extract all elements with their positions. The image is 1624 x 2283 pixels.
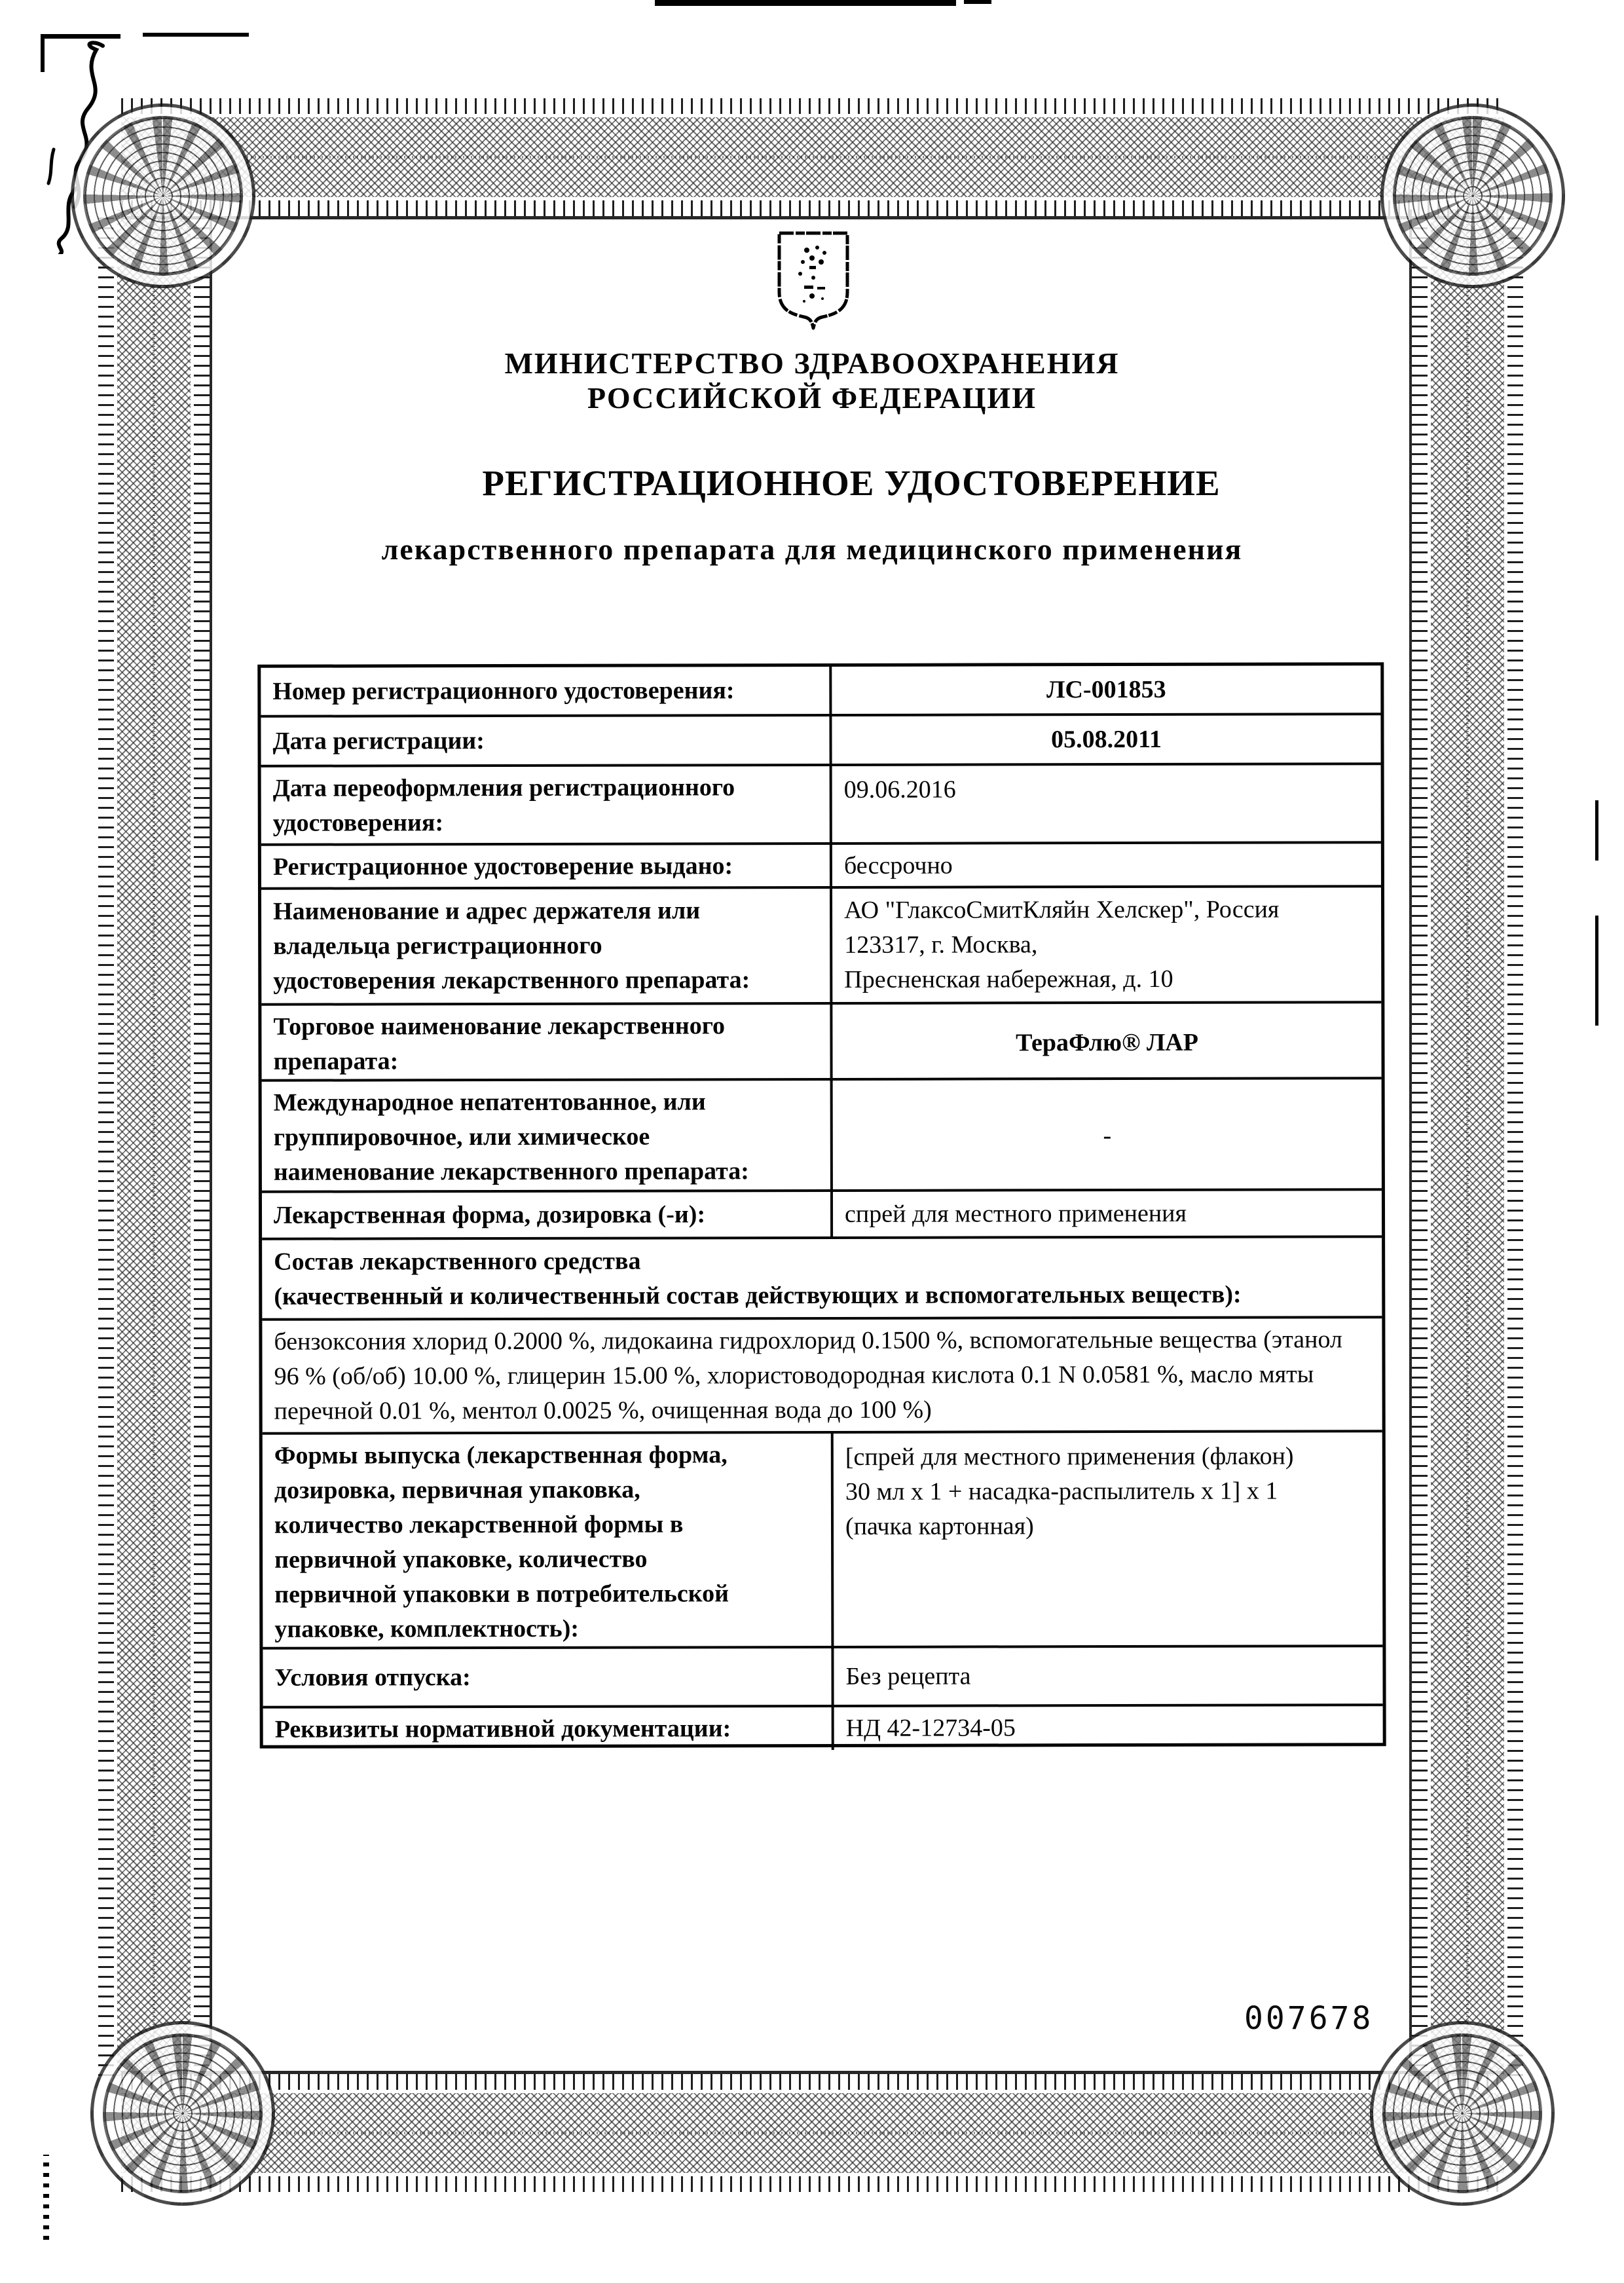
- field-value: -: [1103, 1122, 1112, 1150]
- serial-number: 007678: [1244, 2000, 1374, 2037]
- coat-of-arms-icon: [770, 228, 857, 334]
- table-row-registration-date: [261, 713, 1380, 765]
- table-row-dosage-form: [262, 1188, 1382, 1238]
- field-value: [спрей для местного применения (флакон) 30 мл х 1 + насадка-распылитель х 1] х 1 (пачка картонная): [845, 1442, 1294, 1540]
- document-subtitle: лекарственного препарата для медицинского применения: [381, 532, 1243, 566]
- border-corner-rosette-top-left: [71, 103, 255, 288]
- scan-artifact-corner-line-2: [143, 33, 249, 37]
- field-value: спрей для местного применения: [844, 1199, 1187, 1228]
- table-row-release-forms: [263, 1430, 1383, 1647]
- field-label: Условия отпуска:: [263, 1648, 834, 1706]
- scan-artifact-top-line-2: [964, 0, 991, 4]
- table-row-holder-name-address: [261, 885, 1381, 1003]
- border-corner-rosette-bottom-left: [90, 2021, 275, 2206]
- scan-artifact-left-ticks: [43, 2155, 49, 2240]
- field-value: 05.08.2011: [1051, 725, 1162, 753]
- field-value: ЛС-001853: [1046, 675, 1166, 703]
- scan-artifact-right-mark-2: [1595, 916, 1598, 1026]
- field-value: АО "ГлаксоСмитКляйн Хелскер", Россия 123317, г. Москва, Пресненская набережная, д. 10: [844, 895, 1280, 993]
- field-value: 09.06.2016: [843, 775, 956, 804]
- ministry-name-line1: МИНИСТЕРСТВО ЗДРАВООХРАНЕНИЯ: [504, 346, 1120, 380]
- table-row-issued-for: [261, 841, 1381, 887]
- table-row-reissue-date: [261, 762, 1381, 844]
- table-row-trade-name: [261, 1001, 1381, 1079]
- scan-artifact-right-mark-1: [1595, 800, 1598, 861]
- table-row-composition-header: [262, 1235, 1382, 1318]
- field-label: Наименование и адрес держателя или владельца регистрационного удостоверения лекарственного препарата:: [261, 889, 832, 1003]
- table-row-normative-docs: [263, 1703, 1383, 1745]
- field-label: Лекарственная форма, дозировка (-и):: [262, 1192, 833, 1238]
- border-corner-rosette-bottom-right: [1370, 2021, 1555, 2206]
- border-corner-rosette-top-right: [1380, 103, 1565, 288]
- field-value: НД 42-12734-05: [845, 1714, 1016, 1742]
- table-row-dispensing-conditions: [263, 1644, 1382, 1706]
- field-label: Дата регистрации:: [261, 716, 832, 765]
- table-row-inn-name: [262, 1077, 1382, 1191]
- table-row-registration-number: [261, 665, 1380, 715]
- ministry-name-line2: РОССИЙСКОЙ ФЕДЕРАЦИИ: [587, 381, 1037, 415]
- registration-table: [257, 662, 1386, 1749]
- border-bottom-band: [121, 2071, 1504, 2192]
- field-label: Дата переоформления регистрационного удостоверения:: [261, 766, 832, 845]
- field-value: бензоксония хлорид 0.2000 %, лидокаина гидрохлорид 0.1500 %, вспомогательные вещества (этанол 96 % (об/об) 10.00 %, глицерин 15.00 %, хлористоводородная кислота 0.1 N 0.0581 %, масло мяты перечной 0.01 %, ментол 0.0025 %, очищенная вода до 100 %): [274, 1326, 1342, 1425]
- field-label: Формы выпуска (лекарственная форма, дозировка, первичная упаковка, количество лекарственной формы в первичной упаковке, количество первичной упаковки в потребительской упаковке, комплектность):: [263, 1434, 834, 1651]
- field-label: Торговое наименование лекарственного препарата:: [261, 1005, 832, 1083]
- field-label: Номер регистрационного удостоверения:: [261, 667, 832, 715]
- field-label: Международное непатентованное, или группировочное, или химическое наименование лекарственного препарата:: [262, 1081, 833, 1194]
- scan-artifact-top-line: [655, 0, 956, 6]
- table-row-composition-details: [262, 1316, 1382, 1432]
- field-value: Без рецепта: [845, 1662, 971, 1690]
- field-label: Реквизиты нормативной документации:: [263, 1707, 834, 1751]
- document-title: РЕГИСТРАЦИОННОЕ УДОСТОВЕРЕНИЕ: [482, 463, 1221, 503]
- border-top-band: [121, 98, 1504, 219]
- field-value: бессрочно: [843, 851, 953, 880]
- field-value: ТераФлю® ЛАР: [1015, 1028, 1198, 1056]
- field-label: Состав лекарственного средства (качественный и количественный состав действующих и вспомогательных веществ):: [274, 1247, 1242, 1310]
- field-label: Регистрационное удостоверение выдано:: [261, 845, 832, 889]
